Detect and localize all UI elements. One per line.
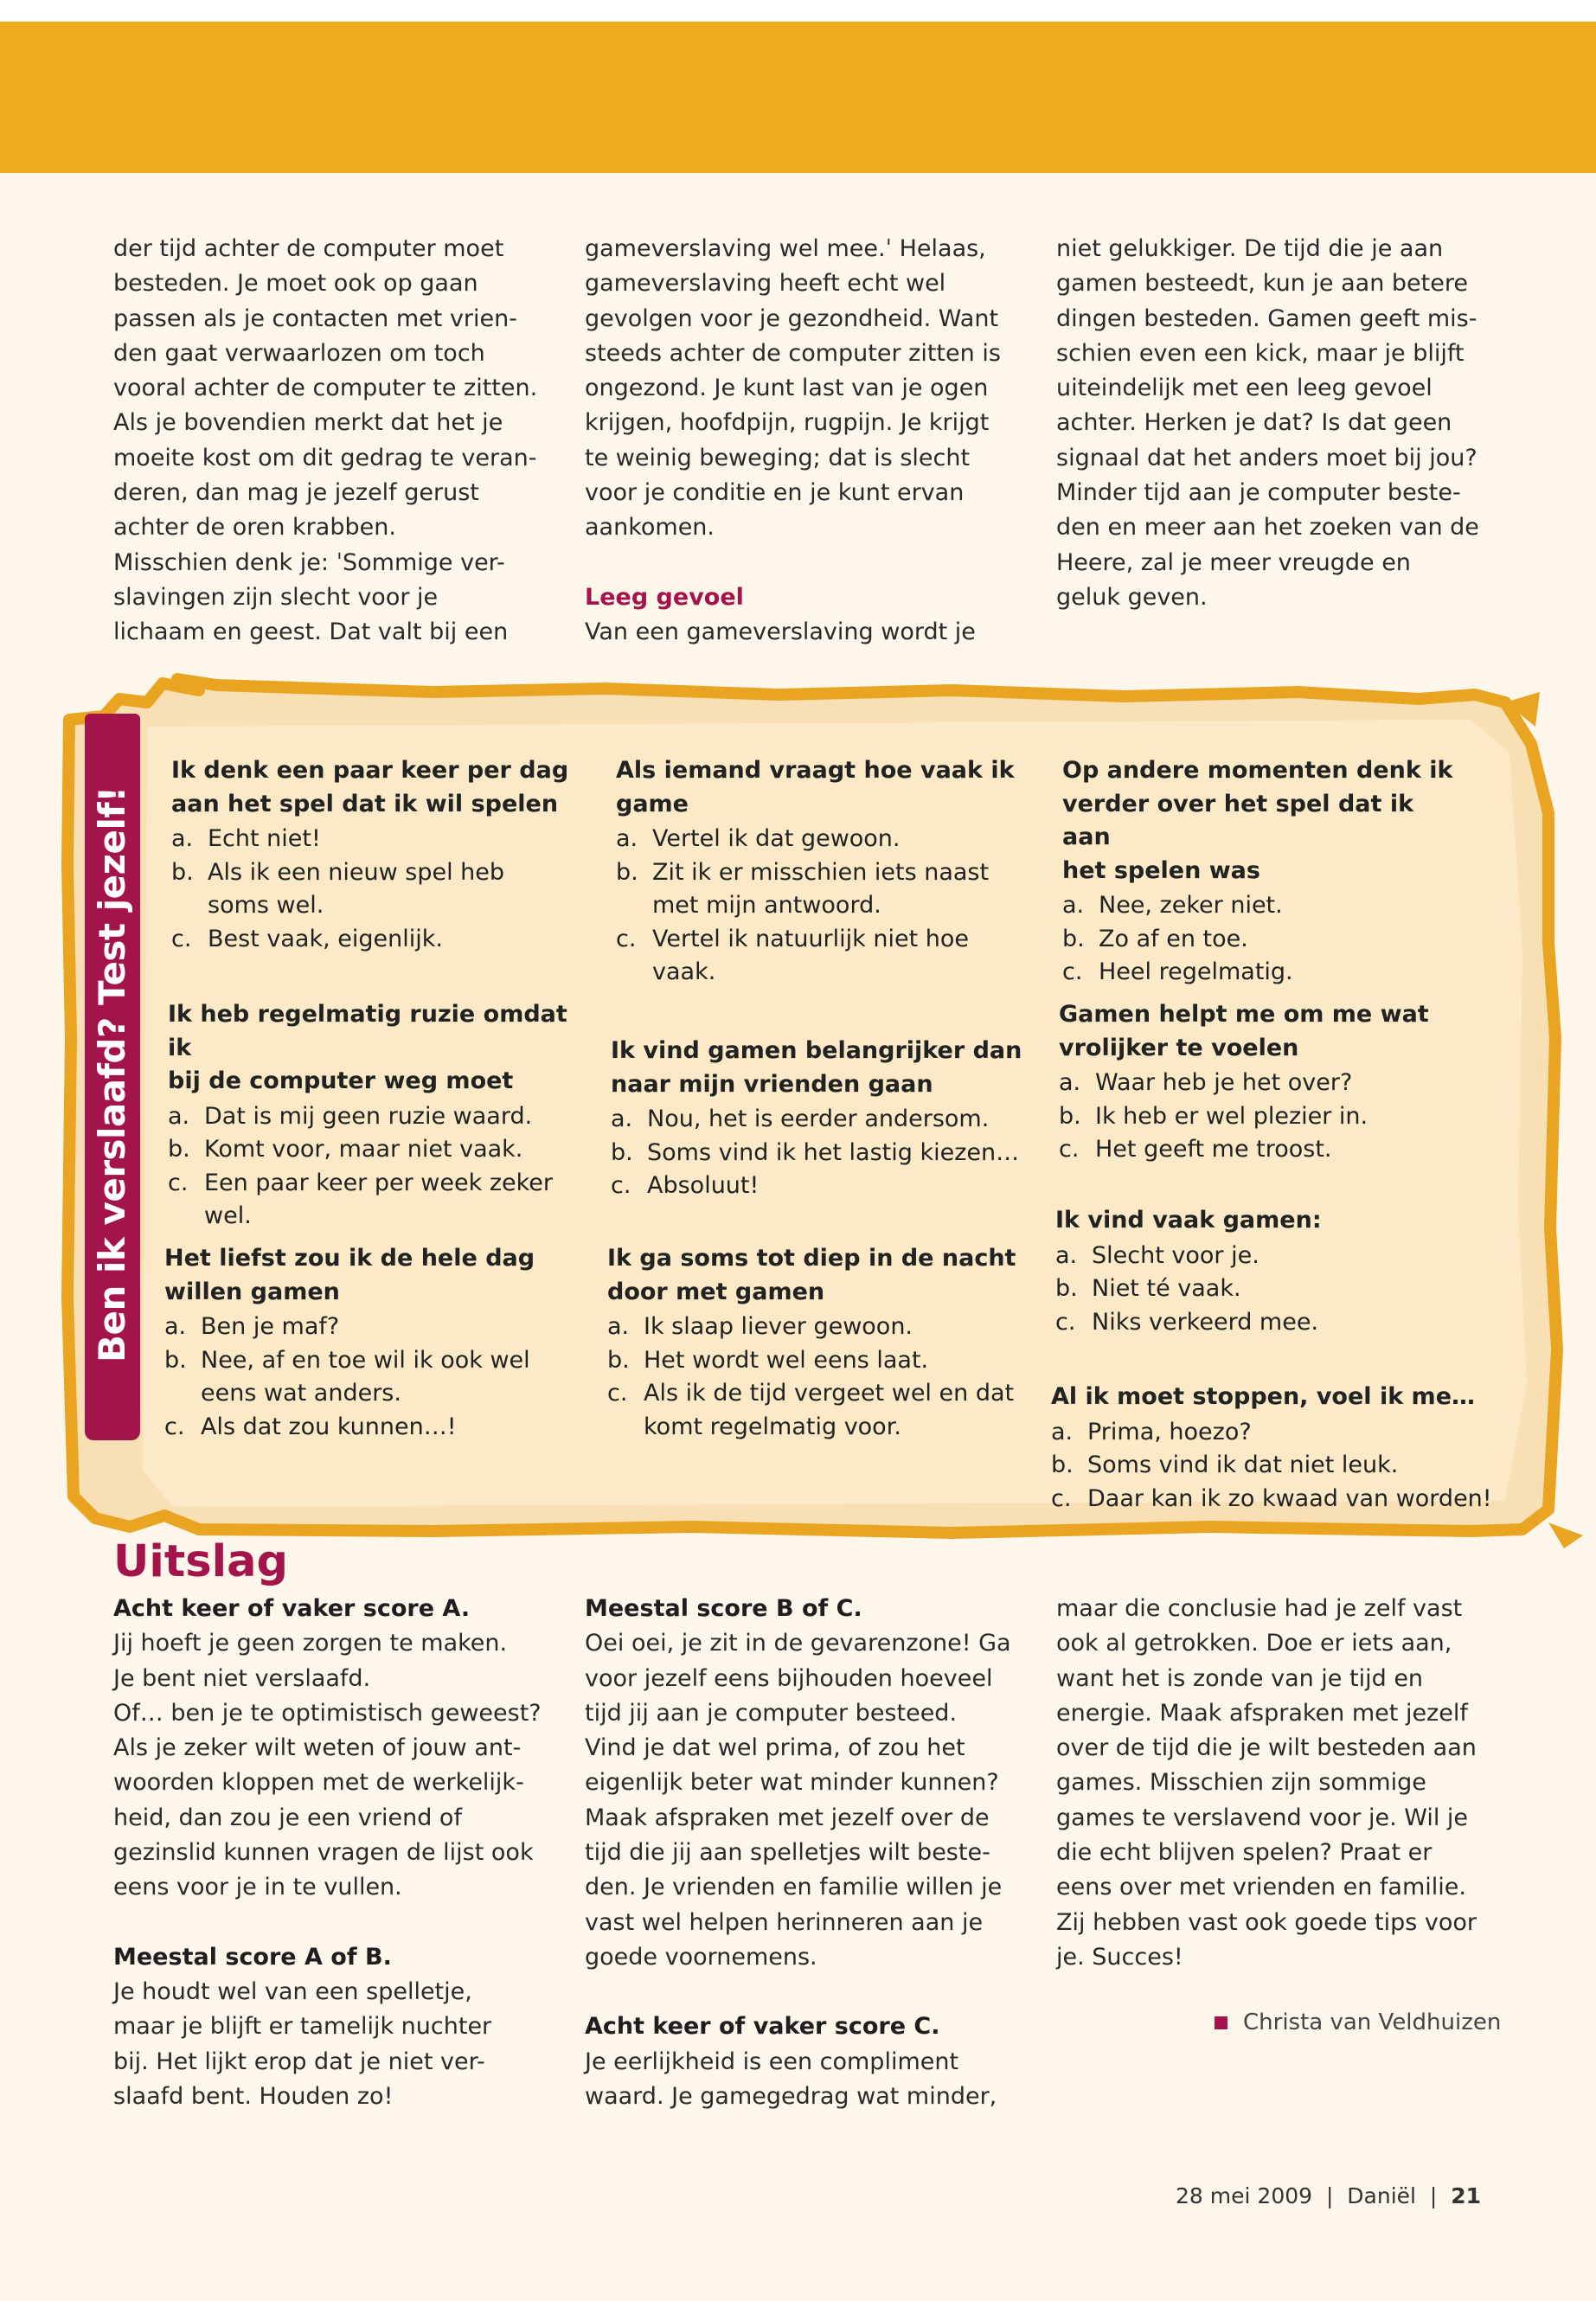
- option-letter: b.: [168, 1136, 190, 1163]
- text-line: die echt blijven spelen? Praat er: [1056, 1839, 1433, 1867]
- text-line: lichaam en geest. Dat valt bij een: [113, 619, 509, 646]
- quiz-side-title: Ben ik verslaafd? Test jezelf!: [91, 786, 133, 1362]
- question-title-line: Ik denk een paar keer per dag: [171, 757, 569, 784]
- text-line: slavingen zijn slecht voor je: [113, 583, 439, 611]
- answer-option: [607, 1311, 1022, 1344]
- text-line: Minder tijd aan je computer beste-: [1056, 479, 1461, 507]
- question-title: [1062, 754, 1469, 888]
- quiz-question-10: [1051, 1381, 1518, 1516]
- option-text-line: Zit ik er misschien iets naast: [652, 858, 990, 886]
- option-text: [1092, 1306, 1462, 1340]
- question-title-line: Ik heb regelmatig ruzie omdat ik: [168, 1001, 567, 1061]
- text-line: energie. Maak afspraken met jezelf: [1056, 1699, 1468, 1727]
- option-text-line: Vertel ik natuurlijk niet hoe: [652, 925, 970, 952]
- option-letter: b.: [607, 1346, 630, 1374]
- text-line: Vind je dat wel prima, of zou het: [585, 1734, 965, 1762]
- text-line: maar je blijft er tamelijk nuchter: [113, 2013, 492, 2041]
- option-text: [644, 1377, 1022, 1444]
- option-text: [647, 1103, 1026, 1137]
- quiz-question-3: [164, 1242, 571, 1444]
- text-line: Misschien denk je: ˈSommige ver-: [113, 548, 505, 576]
- text-line: gameverslaving heeft echt wel: [585, 270, 946, 298]
- option-text: [1095, 1100, 1465, 1134]
- option-text: [644, 1344, 1022, 1378]
- question-title: [168, 998, 574, 1099]
- option-letter: c.: [164, 1413, 185, 1440]
- option-text: [652, 923, 1022, 990]
- option-text-line: Ik slaap liever gewoon.: [644, 1313, 913, 1340]
- text-line: gamen besteedt, kun je aan betere: [1056, 270, 1468, 298]
- uitslag-heading: Uitslag: [113, 1536, 289, 1587]
- option-letter: a.: [607, 1313, 630, 1340]
- text-line: eigenlijk beter wat minder kunnen?: [585, 1769, 999, 1797]
- text-line: Als je zeker wilt weten of jouw ant-: [113, 1734, 522, 1762]
- option-letter: c.: [611, 1172, 631, 1199]
- question-title-line: willen gamen: [164, 1278, 340, 1305]
- option-text: [1092, 1240, 1462, 1273]
- text-line: vast wel helpen herinneren aan je: [585, 1908, 984, 1936]
- quiz-question-7: [1062, 754, 1469, 990]
- answer-option: [616, 856, 1022, 923]
- question-title-line: Gamen helpt me om me wat: [1059, 1001, 1429, 1028]
- text-line: slaafd bent. Houden zo!: [113, 2082, 394, 2110]
- option-letter: a.: [1051, 1418, 1074, 1445]
- answer-option: [1055, 1240, 1462, 1273]
- text-line: der tijd achter de computer moet: [113, 235, 504, 262]
- answer-option: [1062, 956, 1469, 990]
- text-line: signaal dat het anders moet bij jou?: [1056, 444, 1477, 471]
- option-text-line: komt regelmatig voor.: [644, 1413, 901, 1440]
- answer-option: [607, 1344, 1022, 1378]
- quiz-question-6: [607, 1242, 1022, 1444]
- quiz-question-4: [616, 754, 1022, 990]
- option-letter: b.: [1062, 925, 1085, 952]
- option-text-line: Soms vind ik dat niet leuk.: [1087, 1452, 1399, 1478]
- option-letter: c.: [1062, 958, 1083, 985]
- option-text: [1087, 1416, 1518, 1450]
- question-title: [611, 1035, 1026, 1101]
- option-letter: b.: [171, 858, 194, 886]
- option-letter: a.: [164, 1313, 187, 1340]
- uitslag-col1-body1: [113, 1626, 563, 1905]
- quiz-question-8: [1059, 998, 1465, 1167]
- option-letter: b.: [616, 858, 638, 886]
- answer-option: [1059, 1100, 1465, 1134]
- text-line: den en meer aan het zoeken van de: [1056, 514, 1479, 542]
- answer-option: [168, 1133, 574, 1167]
- option-text: [201, 1411, 571, 1445]
- answer-option: [171, 923, 569, 957]
- answer-option: [616, 923, 1022, 990]
- text-line: Zij hebben vast ook goede tips voor: [1056, 1908, 1477, 1936]
- text-line: deren, dan mag je jezelf gerust: [113, 479, 479, 507]
- answer-option: [164, 1311, 571, 1344]
- text-line: uiteindelijk met een leeg gevoel: [1056, 375, 1433, 402]
- answer-option: [164, 1344, 571, 1411]
- answer-option: [168, 1167, 574, 1234]
- text-line: Of… ben je te optimistisch geweest?: [113, 1699, 542, 1727]
- question-title-line: door met gamen: [607, 1278, 825, 1305]
- option-text: [201, 1311, 571, 1344]
- option-text: [208, 823, 569, 856]
- answer-option: [611, 1137, 1026, 1170]
- answer-option: [168, 1100, 574, 1134]
- text-line: niet gelukkiger. De tijd die je aan: [1056, 235, 1444, 262]
- option-letter: b.: [1051, 1452, 1074, 1478]
- answer-option: [1051, 1449, 1518, 1483]
- answer-option: [171, 856, 569, 923]
- option-text-line: Als ik een nieuw spel heb: [208, 858, 505, 886]
- author-name: Christa van Veldhuizen: [1243, 2009, 1502, 2035]
- answer-option: [611, 1170, 1026, 1203]
- option-text-line: Heel regelmatig.: [1099, 958, 1293, 985]
- option-text-line: Nee, zeker niet.: [1099, 892, 1283, 919]
- answer-option: [1051, 1483, 1518, 1516]
- option-letter: c.: [1059, 1136, 1080, 1163]
- option-text-line: Een paar keer per week zeker: [204, 1169, 553, 1196]
- option-letter: a.: [171, 825, 194, 852]
- quiz-question-5: [611, 1035, 1026, 1203]
- answer-option: [611, 1103, 1026, 1137]
- text-line: Jij hoeft je geen zorgen te maken.: [113, 1630, 508, 1657]
- option-text: [644, 1311, 1022, 1344]
- uitslag-column-1: [113, 1592, 563, 2114]
- text-line: games. Misschien zijn sommige: [1056, 1769, 1426, 1797]
- option-text: [1092, 1272, 1462, 1306]
- page-footer: [1176, 2183, 1481, 2208]
- text-line: krijgen, hoofdpijn, rugpijn. Je krijgt: [585, 409, 990, 437]
- option-letter: b.: [1055, 1275, 1078, 1302]
- answer-option: [1062, 889, 1469, 923]
- option-text-line: wel.: [204, 1202, 252, 1229]
- footer-separator: |: [1319, 2183, 1341, 2208]
- uitslag-col1-head1: Acht keer of vaker score A.: [113, 1595, 471, 1622]
- option-text: [652, 856, 1022, 923]
- option-text-line: Als ik de tijd vergeet wel en dat: [644, 1380, 1015, 1407]
- footer-separator: |: [1422, 2183, 1445, 2208]
- uitslag-col2-head2: Acht keer of vaker score C.: [585, 2013, 940, 2041]
- question-title-line: het spelen was: [1062, 856, 1260, 884]
- question-title-line: Al ik moet stoppen, voel ik me…: [1051, 1383, 1476, 1410]
- text-line: den. Je vrienden en familie willen je: [585, 1874, 1003, 1901]
- option-text-line: Het wordt wel eens laat.: [644, 1346, 929, 1374]
- text-line: Van een gameverslaving wordt je: [585, 618, 976, 645]
- text-line: games te verslavend voor je. Wil je: [1056, 1804, 1469, 1831]
- question-title: [616, 754, 1022, 821]
- option-text-line: soms wel.: [208, 892, 324, 919]
- text-line: bij. Het lijkt erop dat je niet ver-: [113, 2048, 485, 2075]
- option-text-line: Slecht voor je.: [1092, 1241, 1259, 1269]
- uitslag-column-2: [585, 1592, 1035, 2114]
- option-text-line: eens wat anders.: [201, 1380, 401, 1407]
- author-credit: [1215, 2009, 1501, 2035]
- author-bullet-icon: [1215, 2016, 1227, 2029]
- option-text-line: Daar kan ik zo kwaad van worden!: [1087, 1484, 1492, 1512]
- quiz-question-2: [168, 998, 574, 1234]
- text-line: schien even een kick, maar je blijft: [1056, 339, 1465, 367]
- question-title-line: Als iemand vraagt hoe vaak ik: [616, 757, 1015, 784]
- option-letter: a.: [1055, 1241, 1078, 1269]
- option-text: [204, 1167, 574, 1234]
- option-text: [652, 823, 1022, 856]
- text-line: Maak afspraken met jezelf over de: [585, 1804, 990, 1831]
- uitslag-col1-body2: [113, 1975, 563, 2114]
- option-text-line: Soms vind ik het lastig kiezen…: [647, 1138, 1020, 1166]
- uitslag-col1-head2: Meestal score A of B.: [113, 1943, 392, 1971]
- text-line: ongezond. Je kunt last van je ogen: [585, 375, 989, 402]
- text-line: Als je bovendien merkt dat het je: [113, 409, 503, 437]
- text-line: heid, dan zou je een vriend of: [113, 1804, 462, 1831]
- option-letter: a.: [1062, 892, 1085, 919]
- option-text: [647, 1137, 1026, 1170]
- question-title-line: naar mijn vrienden gaan: [611, 1070, 933, 1098]
- text-line: voor je conditie en je kunt ervan: [585, 479, 965, 507]
- option-letter: c.: [168, 1169, 189, 1196]
- text-line: vooral achter de computer te zitten.: [113, 375, 538, 402]
- quiz-question-9: [1055, 1204, 1462, 1339]
- option-letter: b.: [611, 1138, 633, 1166]
- text-line: passen als je contacten met vrien-: [113, 304, 517, 332]
- option-text: [1099, 889, 1469, 923]
- question-title: [1051, 1381, 1518, 1414]
- answer-option: [1055, 1306, 1462, 1340]
- option-letter: a.: [1059, 1069, 1081, 1096]
- text-line: den gaat verwaarlozen om toch: [113, 339, 485, 367]
- question-title: [1055, 1204, 1462, 1238]
- question-title-line: Ik vind gamen belangrijker dan: [611, 1037, 1022, 1064]
- text-line: ook al getrokken. Doe er iets aan,: [1056, 1630, 1452, 1657]
- text-line: aankomen.: [585, 514, 715, 542]
- question-title: [171, 754, 569, 821]
- text-line: steeds achter de computer zitten is: [585, 339, 1001, 367]
- answer-option: [1059, 1133, 1465, 1167]
- option-letter: c.: [616, 925, 637, 952]
- text-line: waard. Je gamegedrag wat minder,: [585, 2082, 997, 2110]
- option-text-line: vaak.: [652, 958, 716, 985]
- uitslag-col2-body1: [585, 1626, 1035, 1975]
- option-text-line: Nou, het is eerder andersom.: [647, 1106, 990, 1132]
- text-line: woorden kloppen met de werkelijk-: [113, 1769, 524, 1797]
- quiz-question-1: [171, 754, 569, 956]
- option-letter: b.: [1059, 1102, 1081, 1130]
- text-line: tijd jij aan je computer besteed.: [585, 1699, 958, 1727]
- text-line: over de tijd die je wilt besteden aan: [1056, 1734, 1477, 1762]
- question-title-line: verder over het spel dat ik aan: [1062, 790, 1414, 850]
- text-line: gezinslid kunnen vragen de lijst ook: [113, 1839, 534, 1867]
- text-line: eens voor je in te vullen.: [113, 1874, 402, 1901]
- question-title-line: vrolijker te voelen: [1059, 1034, 1299, 1061]
- option-text: [1087, 1449, 1518, 1483]
- text-line: Je bent niet verslaafd.: [113, 1664, 371, 1692]
- text-line: Je eerlijkheid is een compliment: [585, 2048, 959, 2075]
- option-letter: c.: [171, 925, 192, 952]
- text-line: achter. Herken je dat? Is dat geen: [1056, 409, 1452, 437]
- option-text-line: Echt niet!: [208, 825, 321, 852]
- option-text-line: Het geeft me troost.: [1095, 1136, 1332, 1163]
- uitslag-column-3: [1056, 1592, 1506, 1975]
- option-text: [647, 1170, 1026, 1203]
- option-text-line: Prima, hoezo?: [1087, 1418, 1252, 1445]
- text-line: dingen besteden. Gamen geeft mis-: [1056, 304, 1477, 332]
- question-title-line: aan het spel dat ik wil spelen: [171, 790, 559, 817]
- text-line: achter de oren krabben.: [113, 514, 396, 542]
- text-line: gevolgen voor je gezondheid. Want: [585, 304, 999, 332]
- option-letter: b.: [164, 1346, 187, 1374]
- text-line: want het is zonde van je tijd en: [1056, 1664, 1424, 1692]
- text-line: je. Succes!: [1056, 1943, 1183, 1971]
- option-letter: c.: [607, 1380, 628, 1407]
- option-text: [1099, 923, 1469, 957]
- option-text-line: Komt voor, maar niet vaak.: [204, 1136, 523, 1163]
- option-text-line: Dat is mij geen ruzie waard.: [204, 1102, 533, 1130]
- option-text-line: Waar heb je het over?: [1095, 1069, 1353, 1096]
- text-line: Oei oei, je zit in de gevarenzone! Ga: [585, 1630, 1011, 1657]
- text-line: voor jezelf eens bijhouden hoeveel: [585, 1664, 993, 1692]
- option-text-line: Best vaak, eigenlijk.: [208, 925, 443, 952]
- question-title: [607, 1242, 1022, 1309]
- option-letter: a.: [168, 1102, 190, 1130]
- option-text-line: Niet té vaak.: [1092, 1275, 1241, 1302]
- option-text-line: Ik heb er wel plezier in.: [1095, 1102, 1368, 1130]
- answer-option: [616, 823, 1022, 856]
- option-text: [201, 1344, 571, 1411]
- option-letter: c.: [1055, 1308, 1076, 1336]
- option-letter: a.: [616, 825, 638, 852]
- option-text: [208, 923, 569, 957]
- uitslag-col2-body2: [585, 2045, 1035, 2115]
- answer-option: [1055, 1272, 1462, 1306]
- option-letter: c.: [1051, 1484, 1072, 1512]
- answer-option: [1051, 1416, 1518, 1450]
- option-text: [1087, 1483, 1518, 1516]
- text-line: Je houdt wel van een spelletje,: [113, 1977, 472, 2005]
- option-text: [204, 1133, 574, 1167]
- option-text: [204, 1100, 574, 1134]
- option-text-line: Zo af en toe.: [1099, 925, 1248, 952]
- question-title-line: Het liefst zou ik de hele dag: [164, 1245, 535, 1272]
- answer-option: [171, 823, 569, 856]
- subheading-leeg-gevoel: Leeg gevoel: [585, 583, 744, 611]
- answer-option: [1062, 923, 1469, 957]
- answer-option: [164, 1411, 571, 1445]
- question-title: [1059, 998, 1465, 1065]
- footer-magazine: Daniël: [1347, 2183, 1416, 2208]
- option-text: [1095, 1067, 1465, 1100]
- uitslag-col2-head1: Meestal score B of C.: [585, 1595, 862, 1622]
- option-text-line: Als dat zou kunnen…!: [201, 1413, 457, 1440]
- question-title-line: bij de computer weg moet: [168, 1067, 514, 1094]
- text-line: tijd die jij aan spelletjes wilt beste-: [585, 1839, 990, 1867]
- text-line: maar die conclusie had je zelf vast: [1056, 1595, 1463, 1622]
- question-title-line: game: [616, 790, 689, 817]
- option-text: [208, 856, 569, 923]
- question-title: [164, 1242, 571, 1309]
- option-text-line: Absoluut!: [647, 1172, 760, 1199]
- option-text-line: Niks verkeerd mee.: [1092, 1308, 1319, 1336]
- text-line: gameverslaving wel mee.ˈ Helaas,: [585, 235, 986, 262]
- text-line: geluk geven.: [1056, 583, 1208, 611]
- question-title-line: Ik vind vaak gamen:: [1055, 1207, 1322, 1234]
- option-text-line: met mijn antwoord.: [652, 892, 881, 919]
- option-text-line: Ben je maf?: [201, 1313, 340, 1340]
- text-line: eens over met vrienden en familie.: [1056, 1874, 1466, 1901]
- option-text-line: Nee, af en toe wil ik ook wel: [201, 1346, 530, 1374]
- question-title-line: Op andere momenten denk ik: [1062, 757, 1453, 784]
- footer-date: 28 mei 2009: [1176, 2183, 1313, 2208]
- footer-page-number: 21: [1451, 2183, 1481, 2208]
- text-line: te weinig beweging; dat is slecht: [585, 444, 971, 471]
- answer-option: [607, 1377, 1022, 1444]
- option-letter: a.: [611, 1106, 633, 1132]
- option-text-line: Vertel ik dat gewoon.: [652, 825, 901, 852]
- text-line: besteden. Je moet ook op gaan: [113, 270, 478, 298]
- answer-option: [1059, 1067, 1465, 1100]
- option-text: [1099, 956, 1469, 990]
- text-line: Heere, zal je meer vreugde en: [1056, 548, 1411, 576]
- option-text: [1095, 1133, 1465, 1167]
- text-line: goede voornemens.: [585, 1943, 817, 1971]
- question-title-line: Ik ga soms tot diep in de nacht: [607, 1245, 1016, 1272]
- text-line: moeite kost om dit gedrag te veran-: [113, 444, 537, 471]
